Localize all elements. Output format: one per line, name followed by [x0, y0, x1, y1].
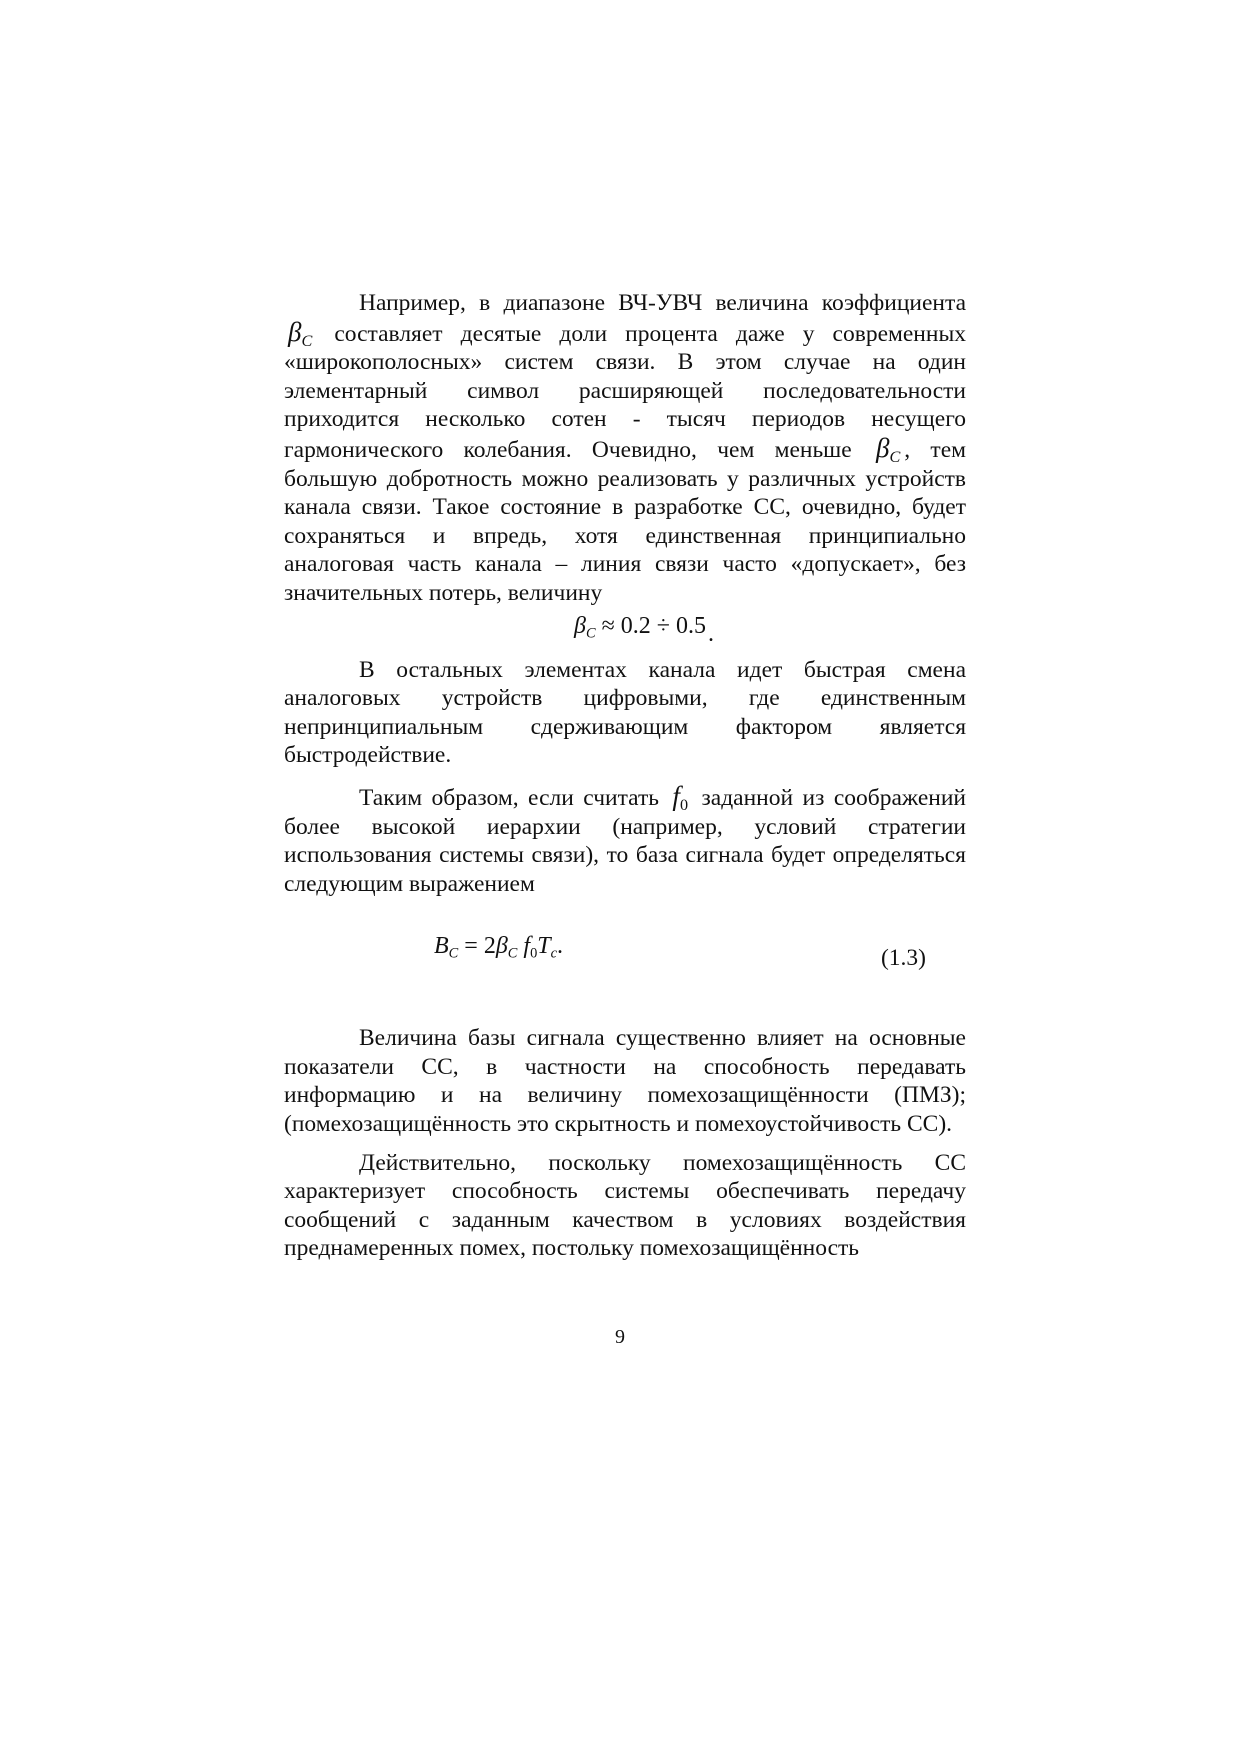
equation-number: (1.3) [880, 945, 926, 972]
beta-range-formula [284, 612, 966, 646]
paragraph-1 [284, 289, 966, 608]
paragraph-3-part-1: Таким образом, если считать [359, 784, 659, 811]
beta-range-expression: $\beta_C \approx 0.2 \div 0.5$. [574, 612, 714, 647]
signal-base-formula: $B_C = 2\beta_C$ $f_0T_c$. [434, 933, 564, 962]
paragraph-3 [284, 782, 966, 898]
beta-c-symbol: $\beta_C$ [288, 316, 313, 350]
paragraph-1-part-1: Например, в диапазоне ВЧ-УВЧ величина коэффициента [359, 290, 966, 316]
equation-1-3 [284, 932, 966, 972]
paragraph-3-part-2: заданной из соображений более высокой иерархии (например, условий стратегии использования системы связи), то база сигнала будет определяться следующим выражением [284, 784, 966, 897]
beta-c-symbol-2: $\beta_C$ [876, 432, 901, 466]
paragraph-1-part-3: , тем большую добротность можно реализовать у различных устройств канала связи. Такое состояние в разработке СС, очевидно, будет сохраняться и впредь, хотя единственная принципиально аналоговая часть канала – линия связи часто «допускает», без значительных потерь, величину [284, 436, 967, 606]
page-content [284, 289, 966, 1263]
paragraph-1-part-2: составляет десятые доли процента даже у современных «широкополосных» систем связи. В этом случае на один элементарный символ расширяющей последовательности приходится несколько сотен - тысяч периодов несущего гармонического колебания. Очевидно, чем меньше [284, 320, 966, 463]
paragraph-4: Величина базы сигнала существенно влияет на основные показатели СС, в частности на способность передавать информацию и на величину помехозащищённости (ПМЗ); (помехозащищённость это скрытность и помехоустойчивость СС). [284, 1025, 966, 1138]
page-number: 9 [615, 1326, 625, 1348]
f0-symbol: $f_0$ [672, 780, 689, 814]
paragraph-2: В остальных элементах канала идет быстрая смена аналоговых устройств цифровыми, где единственным непринципиальным сдерживающим фактором является быстродействие. [284, 656, 966, 769]
paragraph-5: Действительно, поскольку помехозащищённость СС характеризует способность системы обеспечивать передачу сообщений с заданным качеством в условиях воздействия преднамеренных помех, постольку помехозащищённость [284, 1149, 966, 1262]
